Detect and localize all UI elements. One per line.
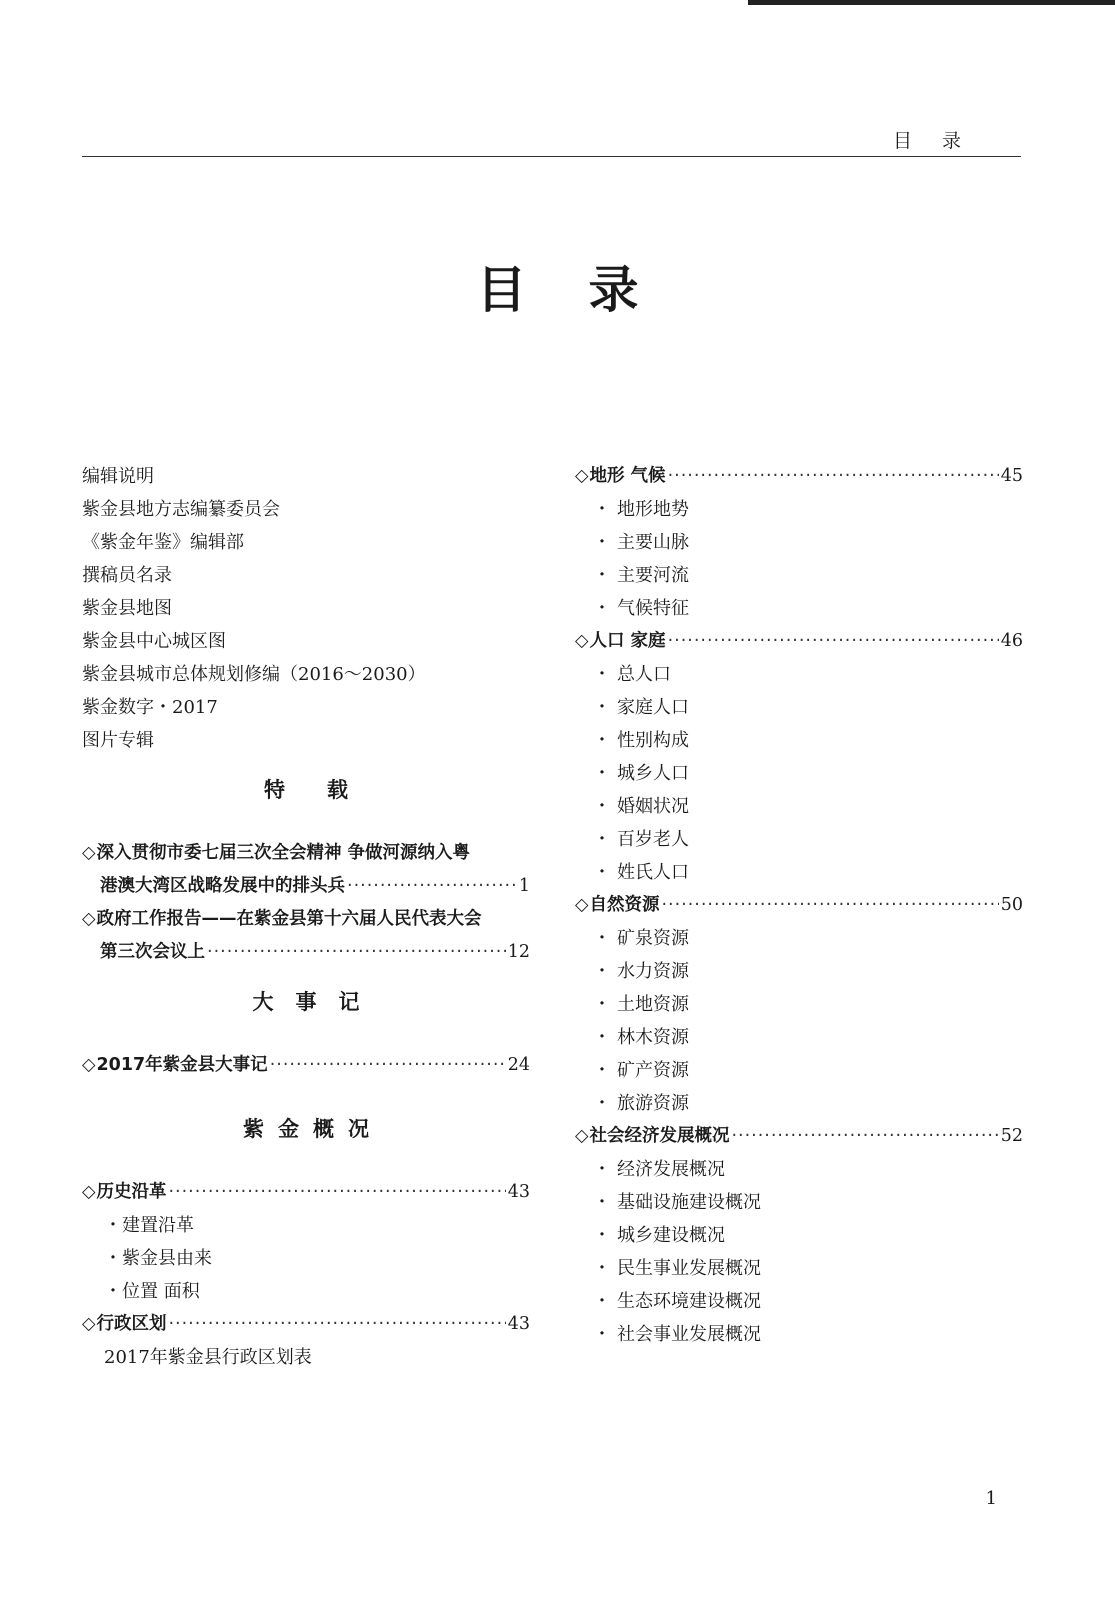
bullet-icon: ・ xyxy=(593,1027,611,1048)
bullet-icon: ・ xyxy=(593,763,611,784)
toc-subitem[interactable]: ・ 性别构成 xyxy=(593,730,689,751)
bullet-icon: ・ xyxy=(104,1248,122,1269)
diamond-icon: ◇ xyxy=(82,1182,96,1202)
toc-entry-line[interactable] xyxy=(82,837,530,870)
toc-entry-text: 自然资源 xyxy=(589,895,660,915)
front-matter-item[interactable]: 紫金县中心城区图 xyxy=(82,631,226,652)
bullet-icon: ・ xyxy=(593,1291,611,1312)
toc-subitem[interactable]: ・ 民生事业发展概况 xyxy=(593,1258,761,1279)
front-matter-item[interactable]: 撰稿员名录 xyxy=(82,565,172,586)
bullet-icon: ・ xyxy=(593,1060,611,1081)
toc-subitem[interactable]: ・ 姓氏人口 xyxy=(593,862,689,883)
dot-leader xyxy=(347,870,517,903)
toc-right-column xyxy=(575,460,1023,1351)
toc-subitem[interactable]: ・ 家庭人口 xyxy=(593,697,689,718)
diamond-icon: ◇ xyxy=(575,631,589,651)
toc-subitem[interactable]: ・ 气候特征 xyxy=(593,598,689,619)
bullet-icon: ・ xyxy=(593,697,611,718)
toc-subitem[interactable]: ・ 城乡人口 xyxy=(593,763,689,784)
section-heading-gaikuang: 紫金概况 xyxy=(243,1117,383,1141)
page-title: 目录 xyxy=(476,260,701,319)
diamond-icon: ◇ xyxy=(82,1314,96,1334)
diamond-icon: ◇ xyxy=(82,843,96,863)
toc-entry-text: 行政区划 xyxy=(96,1314,167,1334)
toc-entry-text: 地形 气候 xyxy=(589,466,666,486)
bullet-icon: ・ xyxy=(593,664,611,685)
diamond-icon: ◇ xyxy=(575,895,589,915)
page-ref: 43 xyxy=(507,1182,530,1202)
section-heading-dashiji: 大事记 xyxy=(252,990,382,1014)
toc-subitem[interactable]: ・ 经济发展概况 xyxy=(593,1159,725,1180)
bullet-icon: ・ xyxy=(593,1324,611,1345)
bullet-icon: ・ xyxy=(593,730,611,751)
toc-entry-text: 2017年紫金县大事记 xyxy=(96,1055,268,1075)
bullet-icon: ・ xyxy=(593,598,611,619)
toc-entry[interactable] xyxy=(82,870,530,903)
scan-edge-line xyxy=(748,0,1115,5)
toc-subitem[interactable]: ・紫金县由来 xyxy=(104,1248,212,1269)
page-ref: 52 xyxy=(1000,1126,1023,1146)
bullet-icon: ・ xyxy=(593,961,611,982)
dot-leader xyxy=(661,889,998,922)
toc-subitem[interactable]: ・ 社会事业发展概况 xyxy=(593,1324,761,1345)
toc-entry[interactable] xyxy=(575,625,1023,658)
page-ref: 50 xyxy=(1000,895,1023,915)
toc-entry[interactable] xyxy=(82,1049,530,1082)
bullet-icon: ・ xyxy=(593,1258,611,1279)
bullet-icon: ・ xyxy=(593,499,611,520)
toc-entry-text: 政府工作报告——在紫金县第十六届人民代表大会 xyxy=(96,909,482,929)
toc-left-column xyxy=(82,460,530,1374)
toc-entry[interactable] xyxy=(575,1120,1023,1153)
front-matter-item[interactable]: 紫金县地图 xyxy=(82,598,172,619)
toc-entry-text: 深入贯彻市委七届三次全会精神 争做河源纳入粤 xyxy=(96,843,471,863)
page-ref: 24 xyxy=(507,1055,530,1075)
toc-entry-text: 人口 家庭 xyxy=(589,631,666,651)
section-heading-tezai: 特载 xyxy=(264,778,390,802)
toc-subitem[interactable]: ・ 生态环境建设概况 xyxy=(593,1291,761,1312)
bullet-icon: ・ xyxy=(593,994,611,1015)
toc-entry-text: 历史沿革 xyxy=(96,1182,167,1202)
toc-subitem[interactable]: ・位置 面积 xyxy=(104,1281,200,1302)
bullet-icon: ・ xyxy=(593,796,611,817)
running-head-title: 目录 xyxy=(892,130,991,152)
toc-subitem[interactable]: ・ 总人口 xyxy=(593,664,671,685)
toc-subitem[interactable]: ・ 基础设施建设概况 xyxy=(593,1192,761,1213)
dot-leader xyxy=(270,1049,506,1082)
page-number: 1 xyxy=(985,1488,997,1509)
bullet-icon: ・ xyxy=(593,928,611,949)
toc-subitem[interactable]: ・ 百岁老人 xyxy=(593,829,689,850)
dot-leader xyxy=(207,936,506,969)
toc-entry-text: 社会经济发展概况 xyxy=(589,1126,730,1146)
toc-subitem[interactable]: ・ 矿产资源 xyxy=(593,1060,689,1081)
toc-subitem[interactable]: ・ 地形地势 xyxy=(593,499,689,520)
toc-entry[interactable] xyxy=(575,460,1023,493)
toc-subitem[interactable]: ・ 主要河流 xyxy=(593,565,689,586)
toc-subitem[interactable]: ・ 林木资源 xyxy=(593,1027,689,1048)
toc-entry-text: 第三次会议上 xyxy=(100,942,205,962)
toc-subitem[interactable]: ・ 旅游资源 xyxy=(593,1093,689,1114)
toc-subitem[interactable]: ・建置沿革 xyxy=(104,1215,194,1236)
toc-subitem[interactable]: ・ 土地资源 xyxy=(593,994,689,1015)
page-ref: 46 xyxy=(1000,631,1023,651)
bullet-icon: ・ xyxy=(593,532,611,553)
bullet-icon: ・ xyxy=(593,1159,611,1180)
bullet-icon: ・ xyxy=(104,1281,122,1302)
front-matter-item[interactable]: 紫金县地方志编纂委员会 xyxy=(82,499,280,520)
toc-subitem[interactable]: ・ 主要山脉 xyxy=(593,532,689,553)
bullet-icon: ・ xyxy=(593,565,611,586)
bullet-icon: ・ xyxy=(593,1093,611,1114)
toc-entry-line[interactable] xyxy=(82,903,530,936)
toc-entry-text: 港澳大湾区战略发展中的排头兵 xyxy=(100,876,345,896)
dot-leader xyxy=(168,1176,505,1209)
page-ref: 43 xyxy=(507,1314,530,1334)
bullet-icon: ・ xyxy=(593,1192,611,1213)
dot-leader xyxy=(668,460,999,493)
dot-leader xyxy=(168,1308,505,1341)
toc-subitem[interactable]: ・ 城乡建设概况 xyxy=(593,1225,725,1246)
front-matter-item[interactable]: 编辑说明 xyxy=(82,466,154,487)
front-matter-item[interactable]: 紫金县城市总体规划修编（2016～2030） xyxy=(82,664,426,685)
page-ref: 1 xyxy=(518,876,530,896)
toc-subitem[interactable]: ・ 婚姻状况 xyxy=(593,796,689,817)
diamond-icon: ◇ xyxy=(575,1126,589,1146)
diamond-icon: ◇ xyxy=(575,466,589,486)
diamond-icon: ◇ xyxy=(82,909,96,929)
toc-entry[interactable] xyxy=(82,1308,530,1341)
toc-entry[interactable] xyxy=(82,1176,530,1209)
toc-subitem[interactable]: ・ 矿泉资源 xyxy=(593,928,689,949)
bullet-icon: ・ xyxy=(593,1225,611,1246)
front-matter-item[interactable]: 《紫金年鉴》编辑部 xyxy=(82,532,244,553)
dot-leader xyxy=(731,1120,998,1153)
toc-entry[interactable] xyxy=(82,936,530,969)
page-ref: 45 xyxy=(1000,466,1023,486)
front-matter-item[interactable]: 图片专辑 xyxy=(82,730,154,751)
front-matter-item[interactable]: 紫金数字・2017 xyxy=(82,697,218,718)
dot-leader xyxy=(668,625,999,658)
bullet-icon: ・ xyxy=(593,829,611,850)
toc-subitem[interactable]: 2017年紫金县行政区划表 xyxy=(104,1347,312,1368)
diamond-icon: ◇ xyxy=(82,1055,96,1075)
running-header xyxy=(82,126,1021,157)
bullet-icon: ・ xyxy=(593,862,611,883)
toc-subitem[interactable]: ・ 水力资源 xyxy=(593,961,689,982)
bullet-icon: ・ xyxy=(104,1215,122,1236)
page-ref: 12 xyxy=(507,942,530,962)
toc-entry[interactable] xyxy=(575,889,1023,922)
